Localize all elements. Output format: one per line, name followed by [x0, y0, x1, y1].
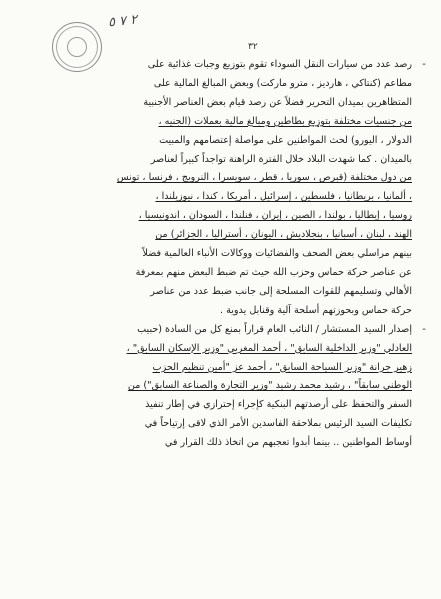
p2-line-1: إصدار السيد المستشار / النائب العام قراراً بمنع كل من السادة (حبيب — [137, 323, 412, 335]
p2-line-3: زهير جرانة "وزير السياحة السابق" ، أحمد عز "أمين تنظيم الحزب — [152, 361, 412, 373]
p1-line-14: حركة حماس وبحوزتهم أسلحة آلية وقنابل يدوية . — [220, 304, 412, 316]
p1-line-7: من دول مختلفة (قبرص ، سوريا ، قطر ، سويسرا ، النرويج ، فرنسا ، تونس — [116, 172, 412, 184]
p2-line-2: العادلي "وزير الداخلية السابق" ، أحمد المغربي "وزير الإسكان السابق" ، — [126, 342, 412, 354]
p1-line-6: بالميدان . كما شهدت البلاد خلال الفترة الراهنة تواجداً كبيراً لعناصر — [150, 153, 412, 165]
body-text — [26, 56, 426, 453]
p1-line-2: مطاعم (كنتاكي ، هارديز ، مترو ماركت) وبعض المبالغ المالية على — [153, 77, 412, 89]
p1-line-1: رصد عدد من سيارات النقل السوداء تقوم بتوزيع وجبات غذائية على — [147, 59, 412, 70]
page-number: ٣٢ — [248, 42, 258, 52]
p2-line-6: تكليفات السيد الرئيس بملاحقة الفاسدين الأمر الذي لاقى إرتياحاً في — [144, 418, 412, 430]
handwritten-note: ٢ ٧ ٥ — [107, 12, 138, 31]
bullet-2: - — [422, 323, 426, 335]
paragraph-2 — [26, 321, 426, 453]
p1-line-3: المتظاهرين بميدان التحرير فضلاً عن رصد قيام بعض العناصر الأجنبية — [143, 96, 412, 108]
p1-line-8: ، ألمانيا ، بريطانيا ، فلسطين ، إسرائيل ، أمريكا ، كندا ، نيوزيلندا ، — [155, 191, 412, 203]
p1-line-5: الدولار ، اليورو) لحث المواطنين على مواصلة إعتصامهم والمبيت — [159, 134, 412, 146]
p1-line-9: روسيا ، إيطاليا ، بولندا ، الصين ، إيران ، فنلندا ، السودان ، اندونيسيا ، — [138, 210, 412, 222]
bullet-1: - — [422, 59, 426, 70]
p1-line-10: الهند ، لبنان ، أسبانيا ، بنجلاديش ، اليونان ، أستراليا ، الجزائر) من — [155, 229, 412, 241]
p2-line-4: الوطني سابقاً" ، رشيد محمد رشيد "وزير التجارة والصناعة السابق") من — [127, 380, 412, 392]
p1-line-12: عن عناصر حركة حماس وحزب الله حيث تم ضبط البعض منهم بمعرفة — [135, 266, 412, 278]
p2-line-7: أوساط المواطنين .. بينما أبدوا تعجبهم من اتخاذ ذلك القرار في — [164, 437, 412, 449]
p1-line-11: بينهم مراسلي بعض الصحف والفضائيات ووكالات الأنباء العالمية فضلاً — [142, 248, 412, 260]
p2-line-5: السفر والتحفظ على أرصدتهم البنكية كإجراء إحترازي في إطار تنفيذ — [145, 399, 412, 411]
p1-line-13: الأهالي وتسليمهم للقوات المسلحة إلى جانب ضبط عدد من عناصر — [150, 285, 412, 297]
paragraph-1 — [26, 56, 426, 321]
p1-line-4: من جنسيات مختلفة بتوزيع بطاطين ومبالغ مالية بعملات (الجنيه ، — [158, 115, 412, 127]
